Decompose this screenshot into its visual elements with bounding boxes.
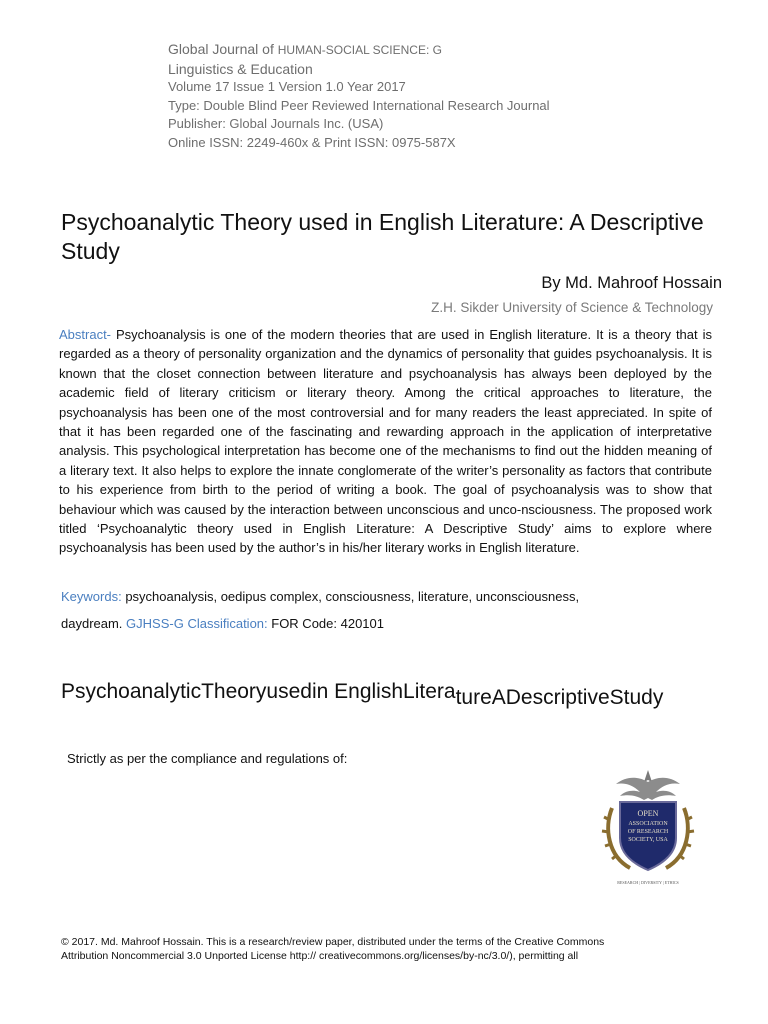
running-title-sub: tureADescriptiveStudy <box>455 686 664 709</box>
keywords-label: Keywords: <box>61 589 122 604</box>
keywords-text: psychoanalysis, oedipus complex, consciousness, literature, unconsciousness, <box>121 589 580 604</box>
paper-title: Psychoanalytic Theory used in English Literature: A Descriptive Study <box>61 209 704 264</box>
seal-line-2: ASSOCIATION <box>628 821 668 827</box>
journal-type: Type: Double Blind Peer Reviewed International Research Journal <box>168 97 550 113</box>
running-title <box>61 680 664 709</box>
author-byline: By Md. Mahroof Hossain <box>541 274 722 292</box>
journal-publisher: Publisher: Global Journals Inc. (USA) <box>168 116 384 131</box>
classification-label: GJHSS-G Classification: <box>126 616 268 631</box>
keywords-continued: daydream. <box>61 616 127 631</box>
seal-line-1: OPEN <box>637 809 659 818</box>
association-seal-logo <box>598 768 698 888</box>
abstract-text: Psychoanalysis is one of the modern theories that are used in English literature. It is a theory that is regarded as a theory of personality organization and the dynamics of personality that guides psychoanalysis. It is known that the closet connection between literature and psychoanalysis has always been deployed by the academic field of literary criticism or literary theory. Among the critical approaches to literature, the psychoanalysis has been one of the most controversial and for many readers the least appreciated. In spite of that it has been regarded one of the fascinating and rewarding approach in the application of interpretative analysis. This psychological interpretation has become one of the mechanisms to find out the hidden meaning of a literary text. It also helps to explore the innate conglomerate of the writer’s personality as factors that contribute to his experience from birth to the period of writing a book. The goal of psychoanalysis was to show that behaviour which was caused by the interaction between unconscious and unco-nsciousness. The proposed work titled ‘Psychoanalytic theory used in English Literature: A Descriptive Study’ aims to explore where psychoanalysis has been used by the author’s in his/her literary works in English literature. <box>59 327 712 556</box>
journal-header <box>168 40 550 152</box>
compliance-statement: Strictly as per the compliance and regulations of: <box>67 751 348 766</box>
classification <box>61 614 721 633</box>
abstract <box>59 325 712 558</box>
seal-motto: RESEARCH | DIVERSITY | ETHICS <box>617 880 679 885</box>
copyright-line-2: Attribution Noncommercial 3.0 Unported License http:// creativecommons.org/licenses/by-nc/3.0/), permitting all <box>61 950 579 962</box>
keywords <box>61 587 721 606</box>
classification-text: FOR Code: 420101 <box>267 616 384 631</box>
eagle-crest-icon <box>616 770 680 800</box>
journal-volume: Volume 17 Issue 1 Version 1.0 Year 2017 <box>168 79 406 94</box>
seal-line-3: OF RESEARCH <box>627 829 669 835</box>
copyright-line-1: © 2017. Md. Mahroof Hossain. This is a research/review paper, distributed under the terms of the Creative Commons <box>61 936 605 948</box>
journal-issn: Online ISSN: 2249-460x & Print ISSN: 0975-587X <box>168 134 456 150</box>
seal-line-4: SOCIETY, USA <box>628 837 668 843</box>
journal-name: Global Journal of HUMAN-SOCIAL SCIENCE: G <box>168 41 442 57</box>
running-title-main: PsychoanalyticTheoryusedin EnglishLitera <box>61 680 456 703</box>
author-affiliation: Z.H. Sikder University of Science & Technology <box>431 300 713 315</box>
abstract-label: Abstract- <box>59 327 112 342</box>
journal-subject: Linguistics & Education <box>168 60 313 77</box>
copyright-notice <box>61 935 721 963</box>
